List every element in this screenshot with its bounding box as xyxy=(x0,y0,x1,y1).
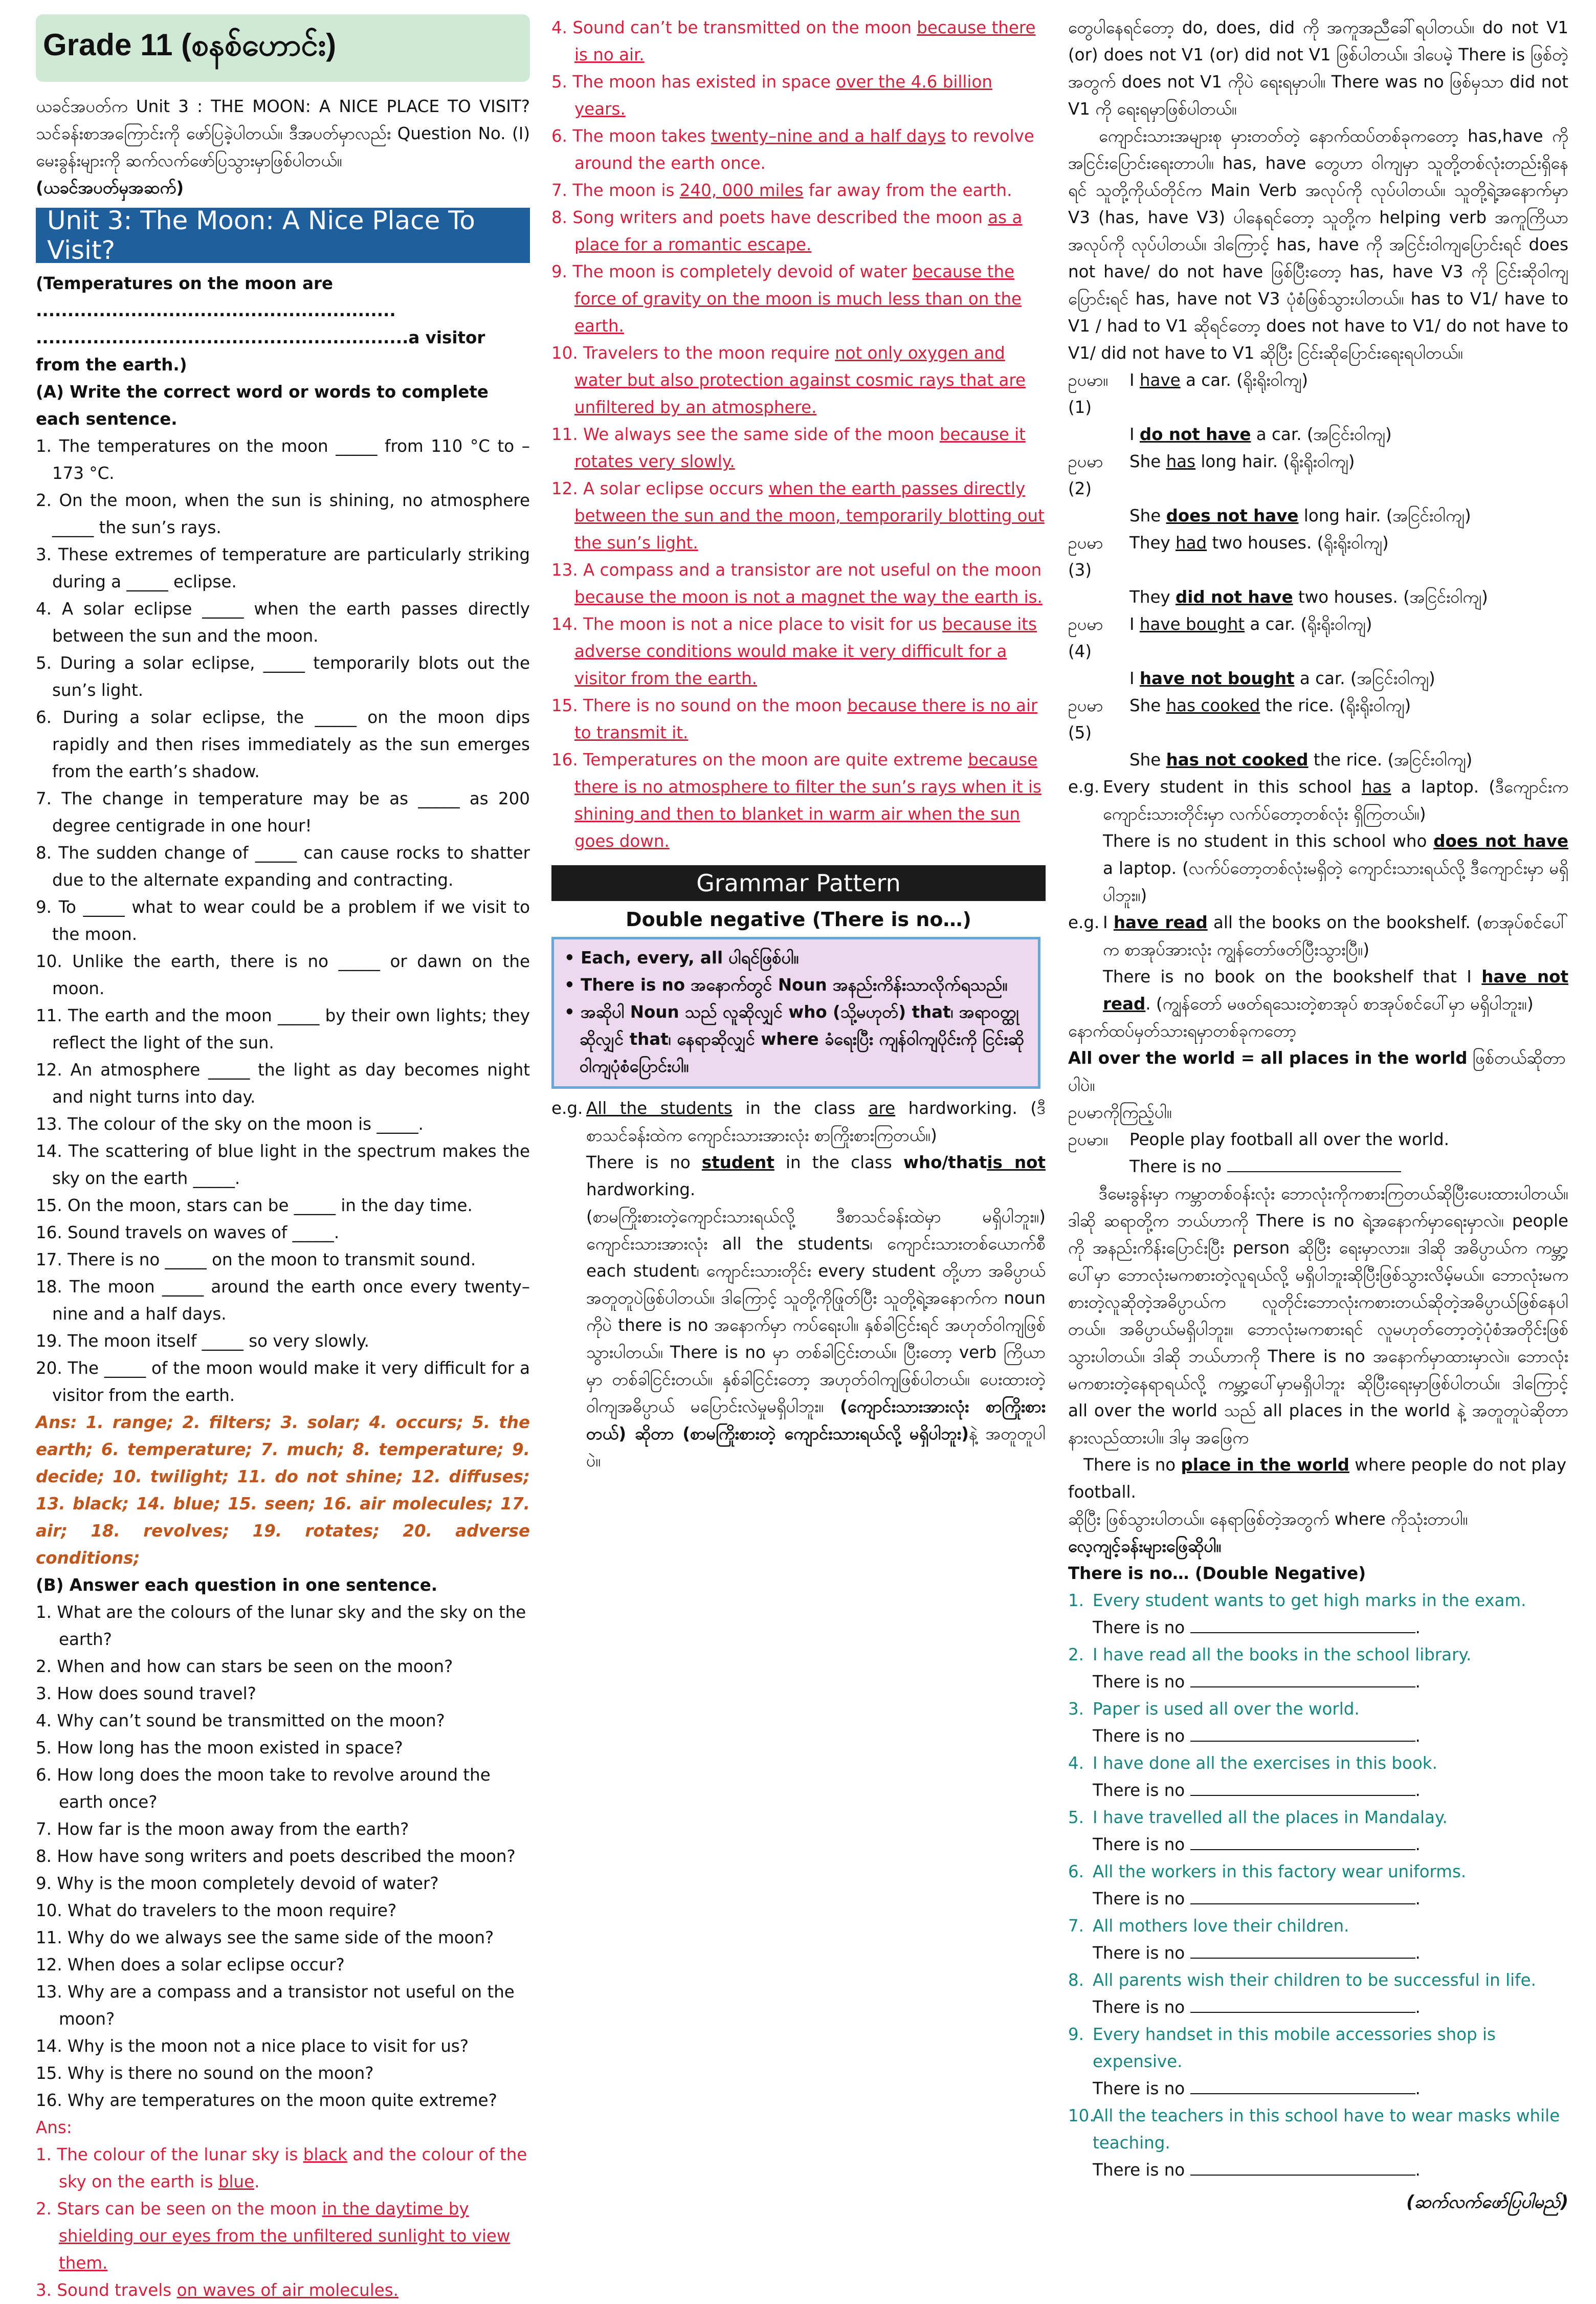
temp-line-1: (Temperatures on the moon are ......................................................... xyxy=(36,274,396,320)
answer-blank: There is no . xyxy=(1093,1672,1421,1692)
practice-item: 3. Paper is used all over the world. xyxy=(1068,1699,1360,1719)
answer-item: 7. The moon is 240, 000 miles far away from the earth. xyxy=(551,181,1012,200)
answer-blank: There is no . xyxy=(1093,1781,1421,1800)
answer-item: 16. Temperatures on the moon are quite extreme because there is no atmosphere to filter the sun’s rays when it is shining and then to blanket in warm air when the sun goes down. xyxy=(551,750,1041,851)
question-item: 13. The colour of the sky on the moon is _____. xyxy=(36,1114,424,1134)
practice-item: 6. All the workers in this factory wear uniforms. xyxy=(1068,1862,1467,1881)
answer-blank: There is no . xyxy=(1093,1998,1421,2017)
has-have-examples xyxy=(1068,367,1568,774)
question-item: 8. How have song writers and poets described the moon? xyxy=(36,1847,516,1866)
example-5-transform: There is no student in this school who does not have a laptop. (လက်ပ်တော့တစ်လုံးမရှိတဲ့ ကျောင်းသားရယ်လို့ ဒီကျောင်းမှာ မရှိပါဘူး။) xyxy=(1103,831,1569,905)
answer-item: 6. The moon takes twenty–nine and a half days to revolve around the earth once. xyxy=(551,126,1034,173)
question-item: 8. The sudden change of _____ can cause rocks to shatter due to the alternate expanding and contracting. xyxy=(36,843,530,890)
intro-text: ယခင်အပတ်က Unit 3 : THE MOON: A NICE PLACE TO VISIT? သင်ခန်းစာအကြောင်းကို ဖော်ပြခဲ့ပါတယ်။ ဒီအပတ်မှာလည်း Question No. (I) မေးခွန်းများကို ဆက်လက်ဖော်ပြသွားမှာဖြစ်ပါတယ်။ xyxy=(36,97,530,170)
answer-item: 11. We always see the same side of the moon because it rotates very slowly. xyxy=(551,425,1026,471)
question-item: 10. Unlike the earth, there is no _____ or dawn on the moon. xyxy=(36,952,530,998)
example-5: e.g. Every student in this school has a laptop. (ဒီကျောင်းက ကျောင်းသားတိုင်းမှာ လက်ပ်တော့တစ်လုံး ရှိကြတယ်။) xyxy=(1068,777,1568,824)
note-line: နောက်ထပ်မှတ်သားရမှာတစ်ခုကတော့ xyxy=(1068,1021,1297,1041)
example-row: They did not have two houses. (အငြင်းဝါကျ) xyxy=(1129,587,1488,607)
answers-continued xyxy=(551,14,1046,855)
answer-blank: There is no . xyxy=(1093,2079,1421,2098)
example-row: ဥပမာ (2) She has long hair. (ရိုးရိုးဝါကျ) xyxy=(1068,452,1355,498)
example-row: I have not bought a car. (အငြင်းဝါကျ) xyxy=(1129,669,1435,688)
answer-item: 4. Sound can’t be transmitted on the moon because there is no air. xyxy=(551,18,1036,64)
continued-note: (ဆက်လက်ဖော်ပြပါမည်) xyxy=(1406,2192,1568,2212)
question-item: 19. The moon itself _____ so very slowly. xyxy=(36,1331,369,1351)
unit-title: Unit 3: The Moon: A Nice Place To Visit? xyxy=(36,208,530,263)
question-item: 17. There is no _____ on the moon to transmit sound. xyxy=(36,1250,476,1269)
answer-item: 15. There is no sound on the moon because there is no air to transmit it. xyxy=(551,696,1038,742)
see-example: ဥပမာကိုကြည့်ပါ။ xyxy=(1068,1103,1172,1122)
grade-title: Grade 11 (စနစ်ဟောင်း) xyxy=(36,14,530,82)
example-1: e.g. All the students in the class are hardworking. (ဒီစာသင်ခန်းထဲက ကျောင်းသားအားလုံး စာကြိုးစားကြတယ်။) xyxy=(551,1099,1046,1145)
temp-line-2: ...........................................................a visitor from the earth.) xyxy=(36,328,485,375)
practice-item: 4. I have done all the exercises in this book. xyxy=(1068,1753,1437,1773)
rule-item: • Each, every, all ပါရင်ဖြစ်ပါ။ xyxy=(564,948,799,968)
question-item: 11. The earth and the moon _____ by their own lights; they reflect the light of the sun. xyxy=(36,1006,530,1052)
question-item: 7. The change in temperature may be as _____ as 200 degree centigrade in one hour! xyxy=(36,789,530,836)
rule-item: • There is no အနောက်တွင် Noun အနည်းကိန်းသာလိုက်ရသည်။ xyxy=(564,975,1008,995)
column-middle xyxy=(551,14,1046,2000)
practice-item: 1. Every student wants to get high marks in the exam. xyxy=(1068,1591,1526,1610)
rules-box xyxy=(551,937,1040,1089)
example-row: She has not cooked the rice. (အငြင်းဝါကျ) xyxy=(1129,750,1473,770)
intro-continued: (ယခင်အပတ်မှအဆက်) xyxy=(36,178,184,198)
section-a-list xyxy=(36,433,530,1409)
section-b-answer-label: Ans: xyxy=(36,2118,72,2137)
example-row: ဥပမာ (4) I have bought a car. (ရိုးရိုးဝါကျ) xyxy=(1068,615,1372,661)
question-item: 5. During a solar eclipse, _____ temporarily blots out the sun’s light. xyxy=(36,653,530,700)
question-item: 12. An atmosphere _____ the light as day becomes night and night turns into day. xyxy=(36,1060,530,1107)
question-item: 4. Why can’t sound be transmitted on the moon? xyxy=(36,1711,445,1730)
answer-item: 9. The moon is completely devoid of water because the force of gravity on the moon is much less than on the earth. xyxy=(551,262,1022,336)
question-item: 7. How far is the moon away from the earth? xyxy=(36,1819,409,1839)
answer-blank: There is no . xyxy=(1093,1726,1421,1746)
section-b-list xyxy=(36,1599,530,2114)
answer-item: 1. The colour of the lunar sky is black and the colour of the sky on the earth is blue. xyxy=(36,2145,527,2191)
double-negative-title: Double negative (There is no…) xyxy=(626,908,971,931)
practice-item: 9. Every handset in this mobile accessories shop is expensive. xyxy=(1068,2025,1496,2071)
question-item: 10. What do travelers to the moon require? xyxy=(36,1901,397,1920)
answer-item: 14. The moon is not a nice place to visit for us because its adverse conditions would make it very difficult for a visitor from the earth. xyxy=(551,615,1037,688)
question-item: 9. Why is the moon completely devoid of water? xyxy=(36,1874,439,1893)
world-example: ဥပမာ။ People play football all over the world. xyxy=(1068,1130,1449,1149)
rule-item: • အဆိုပါ Noun သည် လူဆိုလျှင် who (သို့မဟုတ်) that၊ အရာဝတ္ထုဆိုလျှင် that၊ နေရာဆိုလျှင် where ခံရေးပြီး ကျန်ဝါကျပိုင်းကို ငြင်းဆိုဝါကျပုံစံပြောင်းပါ။ xyxy=(564,1002,1025,1076)
answer-blank: There is no . xyxy=(1093,1618,1421,1637)
question-item: 3. These extremes of temperature are particularly striking during a _____ eclipse. xyxy=(36,545,530,591)
question-item: 5. How long has the moon existed in space? xyxy=(36,1738,403,1758)
question-item: 12. When does a solar eclipse occur? xyxy=(36,1955,345,1974)
practice-item: 5. I have travelled all the places in Mandalay. xyxy=(1068,1808,1448,1827)
answer-blank: There is no . xyxy=(1093,2160,1421,2180)
section-b-heading: (B) Answer each question in one sentence. xyxy=(36,1575,438,1595)
practice-item: 8. All parents wish their children to be successful in life. xyxy=(1068,1970,1536,1990)
answer-item: 5. The moon has existed in space over the 4.6 billion years. xyxy=(551,72,992,119)
all-over-world-rule: All over the world = all places in the world ဖြစ်တယ်ဆိုတာပါပဲ။ xyxy=(1068,1048,1566,1095)
example-1-transform: There is no student in the class who/thatis not hardworking. xyxy=(586,1153,1046,1199)
example-6-transform: There is no book on the bookshelf that I have not read. (ကျွန်တော် မဖတ်ရသေးတဲ့စာအုပ် စာအုပ်စင်ပေါ်မှာ မရှိပါဘူး။) xyxy=(1103,967,1568,1014)
question-item: 1. The temperatures on the moon _____ from 110 °C to –173 °C. xyxy=(36,436,530,483)
paragraph: ကျောင်းသားအများစု မှားတတ်တဲ့ နောက်ထပ်တစ်ခုကတော့ has,have ကို အငြင်းပြောင်းရေးတာပါ။ has, have တွေဟာ ဝါကျမှာ သူတို့တစ်လုံးတည်းရှိနေရင် သူတို့ကိုယ်တိုင်က Main Verb အလုပ်ကို လုပ်ပါတယ်။ သူတို့ရဲ့အနောက်မှာ V3 (has, have V3) ပါနေရင်တော့ သူတို့က helping verb အကူကြိယာအလုပ်ကို လုပ်ပါတယ်။ ဒါကြောင့် has, have ကို အငြင်းဝါကျပြောင်းရင် does not have/ do not have ဖြစ်ပြီးတော့ has, have V3 ကို ငြင်းဆိုဝါကျပြောင်းရင် has, have not V3 ပုံစံဖြစ်သွားပါတယ်။ has to V1/ have to V1 / had to V1 ဆိုရင်တော့ does not have to V1/ do not have to V1/ did not have to V1 ဆိုပြီး ငြင်းဆိုပြောင်းရေးရပါတယ်။ xyxy=(1068,126,1568,363)
example-row: She does not have long hair. (အငြင်းဝါကျ) xyxy=(1129,506,1471,525)
paragraph: ဒီမေးခွန်းမှာ ကမ္ဘာတစ်ဝန်းလုံး ဘောလုံးကိုကစားကြတယ်ဆိုပြီးပေးထားပါတယ်။ ဒါဆို ဆရာတို့က ဘယ်ဟာကို There is no ရဲ့အနောက်မှာရေးမှာလဲ။ people ကို အနည်းကိန်းပြောင်းပြီး person ဆိုပြီး ရေးမှာလား။ ဒါဆို အဓိပ္ပာယ်က ကမ္ဘာ့ပေါ်မှာ ဘောလုံးမကစားတဲ့လူရယ်လို့ မရှိပါဘူးဆိုပြီးဖြစ်သွားလိမ့်မယ်။ ဘောလုံးမကစားတဲ့လူဆိုတဲ့အဓိပ္ပာယ်က လူတိုင်းဘောလုံးကစားတယ်ဆိုတဲ့အဓိပ္ပာယ်ဖြစ်နေပါတယ်။ အဓိပ္ပာယ်မရှိပါဘူး။ ဘောလုံးမကစားရင် လူမဟုတ်တော့တဲ့ပုံစံအတိုင်းဖြစ်သွားပါတယ်။ ဒါဆို ဘယ်ဟာကို There is no အနောက်မှာထားမှာလဲ။ ဘောလုံးမကစားတဲ့နေရာရယ်လို့ ကမ္ဘာ့ပေါ်မှာမရှိပါဘူး ဆိုပြီးရေးမှာဖြစ်ပါတယ်။ ဒါကြောင့် all over the world သည် all places in the world နဲ့ အတူတူပဲဆိုတာ နားလည်ထားပါ။ ဒါမှ အဖြေက xyxy=(1068,1184,1568,1447)
example-row: I do not have a car. (အငြင်းဝါကျ) xyxy=(1129,425,1392,444)
example-1-explanation: (စာမကြိုးစားတဲ့ကျောင်းသားရယ်လို့ ဒီစာသင်ခန်းထဲမှာ မရှိပါဘူး။) ကျောင်းသားအားလုံး all the students၊ ကျောင်းသားတစ်ယောက်စီ each student၊ ကျောင်းသားတိုင်း every student တို့ဟာ အဓိပ္ပာယ်အတူတူပဲဖြစ်ပါတယ်။ ဒါကြောင့် သူတို့ကိုဖြုတ်ပြီး သူတို့ရဲ့အနောက်က noun ကိုပဲ there is no အနောက်မှာ ကပ်ရေးပါ။ နှစ်ခါငြင်းရင် အဟုတ်ဝါကျဖြစ်သွားပါတယ်။ There is no မှာ တစ်ခါငြင်းတယ်။ ပြီးတော့ verb ကြိယာမှာ တစ်ခါငြင်းတယ်။ နှစ်ခါငြင်းတော့ အဟုတ်ဝါကျဖြစ်ပါတယ်။ ပေးထားတဲ့ဝါကျအဓိပ္ပာယ် မပြောင်းလဲမှုမရှိပါဘူး။ (ကျောင်းသားအားလုံး စာကြိုးစားတယ်) ဆိုတာ (စာမကြိုးစားတဲ့ ကျောင်းသားရယ်လို့ မရှိပါဘူး)နဲ့ အတူတူပါပဲ။ xyxy=(586,1207,1046,1471)
answer-blank: There is no . xyxy=(1093,1943,1421,1963)
example-6: e.g. I have read all the books on the bookshelf. (စာအုပ်စင်ပေါ်က စာအုပ်အားလုံး ကျွန်တော်ဖတ်ပြီးသွားပြီ။) xyxy=(1068,913,1568,959)
example-row: ဥပမာ။ (1) I have a car. (ရိုးရိုးဝါကျ) xyxy=(1068,370,1309,417)
answer-item: 2. Stars can be seen on the moon in the daytime by shielding our eyes from the unfiltered sunlight to view them. xyxy=(36,2199,511,2273)
question-item: 6. How long does the moon take to revolve around the earth once? xyxy=(36,1765,491,1812)
practice-item: 7. All mothers love their children. xyxy=(1068,1916,1349,1936)
paragraph: ဆိုပြီး ဖြစ်သွားပါတယ်။ နေရာဖြစ်တဲ့အတွက် where ကိုသုံးတာပါ။ xyxy=(1068,1509,1468,1529)
question-item: 18. The moon _____ around the earth once every twenty–nine and a half days. xyxy=(36,1277,530,1324)
column-left xyxy=(36,14,530,2300)
section-a-answers: Ans: 1. range; 2. filters; 3. solar; 4. occurs; 5. the earth; 6. temperature; 7. much; 8. temperature; 9. decide; 10. twilight; 11. do not shine; 12. diffuses; 13. black; 14. blue; 15. seen; 16. air molecules; 17. air; 18. revolves; 19. rotates; 20. adverse conditions; xyxy=(36,1413,530,1568)
question-item: 14. The scattering of blue light in the spectrum makes the sky on the earth _____. xyxy=(36,1142,530,1188)
question-item: 2. When and how can stars be seen on the moon? xyxy=(36,1657,453,1676)
answer-blank: There is no . xyxy=(1093,1835,1421,1854)
answer-item: 10. Travelers to the moon require not only oxygen and water but also protection against cosmic rays that are unfiltered by an atmosphere. xyxy=(551,343,1026,417)
answer-item: 13. A compass and a transistor are not useful on the moon because the moon is not a magnet the way the earth is. xyxy=(551,560,1043,607)
practice-item: 2. I have read all the books in the school library. xyxy=(1068,1645,1472,1664)
example-row: ဥပမာ (3) They had two houses. (ရိုးရိုးဝါကျ) xyxy=(1068,533,1389,580)
answer-item: 8. Song writers and poets have described the moon as a place for a romantic escape. xyxy=(551,208,1023,254)
answer-item: 3. Sound travels on waves of air molecules. xyxy=(36,2280,398,2300)
question-item: 13. Why are a compass and a transistor not useful on the moon? xyxy=(36,1982,515,2029)
paragraph: တွေပါနေရင်တော့ do, does, did ကို အကူအညီခေါ်ရပါတယ်။ do not V1 (or) does not V1 (or) did not V1 ဖြစ်ပါတယ်။ ဒါပေမဲ့ There is ဖြစ်တဲ့အတွက် does not V1 ကိုပဲ ရေးရမှာပါ။ There was no ဖြစ်မှသာ did not V1 ကို ရေးရမှာဖြစ်ပါတယ်။ xyxy=(1068,18,1568,119)
question-item: 2. On the moon, when the sun is shining, no atmosphere _____ the sun’s rays. xyxy=(36,491,530,537)
world-example-blank: There is no xyxy=(1068,1153,1568,1180)
question-item: 9. To _____ what to wear could be a problem if we visit to the moon. xyxy=(36,897,530,944)
practice-subheading: There is no… (Double Negative) xyxy=(1068,1564,1366,1583)
practice-item: 10. All the teachers in this school have to wear masks while teaching. xyxy=(1068,2106,1560,2153)
practice-list xyxy=(1068,1587,1568,2184)
question-item: 11. Why do we always see the same side of the moon? xyxy=(36,1928,494,1947)
question-item: 20. The _____ of the moon would make it very difficult for a visitor from the earth. xyxy=(36,1358,530,1405)
answer-item: 12. A solar eclipse occurs when the earth passes directly between the sun and the moon, temporarily blotting out the sun’s light. xyxy=(551,479,1045,553)
column-right xyxy=(1068,14,1569,2212)
question-item: 16. Sound travels on waves of _____. xyxy=(36,1223,340,1242)
example-row: ဥပမာ (5) She has cooked the rice. (ရိုးရိုးဝါကျ) xyxy=(1068,696,1411,742)
question-item: 4. A solar eclipse _____ when the earth passes directly between the sun and the moon. xyxy=(36,599,530,646)
section-a-heading: (A) Write the correct word or words to complete each sentence. xyxy=(36,382,489,429)
grammar-pattern-banner: Grammar Pattern xyxy=(551,865,1046,901)
question-item: 15. Why is there no sound on the moon? xyxy=(36,2064,374,2083)
question-item: 1. What are the colours of the lunar sky and the sky on the earth? xyxy=(36,1603,526,1649)
world-example-answer: There is no place in the world where people do not play football. xyxy=(1068,1455,1567,1502)
question-item: 15. On the moon, stars can be _____ in the day time. xyxy=(36,1196,473,1215)
question-item: 16. Why are temperatures on the moon quite extreme? xyxy=(36,2091,497,2110)
question-item: 14. Why is the moon not a nice place to visit for us? xyxy=(36,2036,469,2056)
answer-blank: There is no . xyxy=(1093,1889,1421,1908)
question-item: 6. During a solar eclipse, the _____ on the moon dips rapidly and then rises immediately as the sun emerges from the earth’s shadow. xyxy=(36,708,530,781)
practice-heading: လေ့ကျင့်ခန်းများဖြေဆိုပါ။ xyxy=(1068,1537,1222,1556)
question-item: 3. How does sound travel? xyxy=(36,1684,256,1703)
